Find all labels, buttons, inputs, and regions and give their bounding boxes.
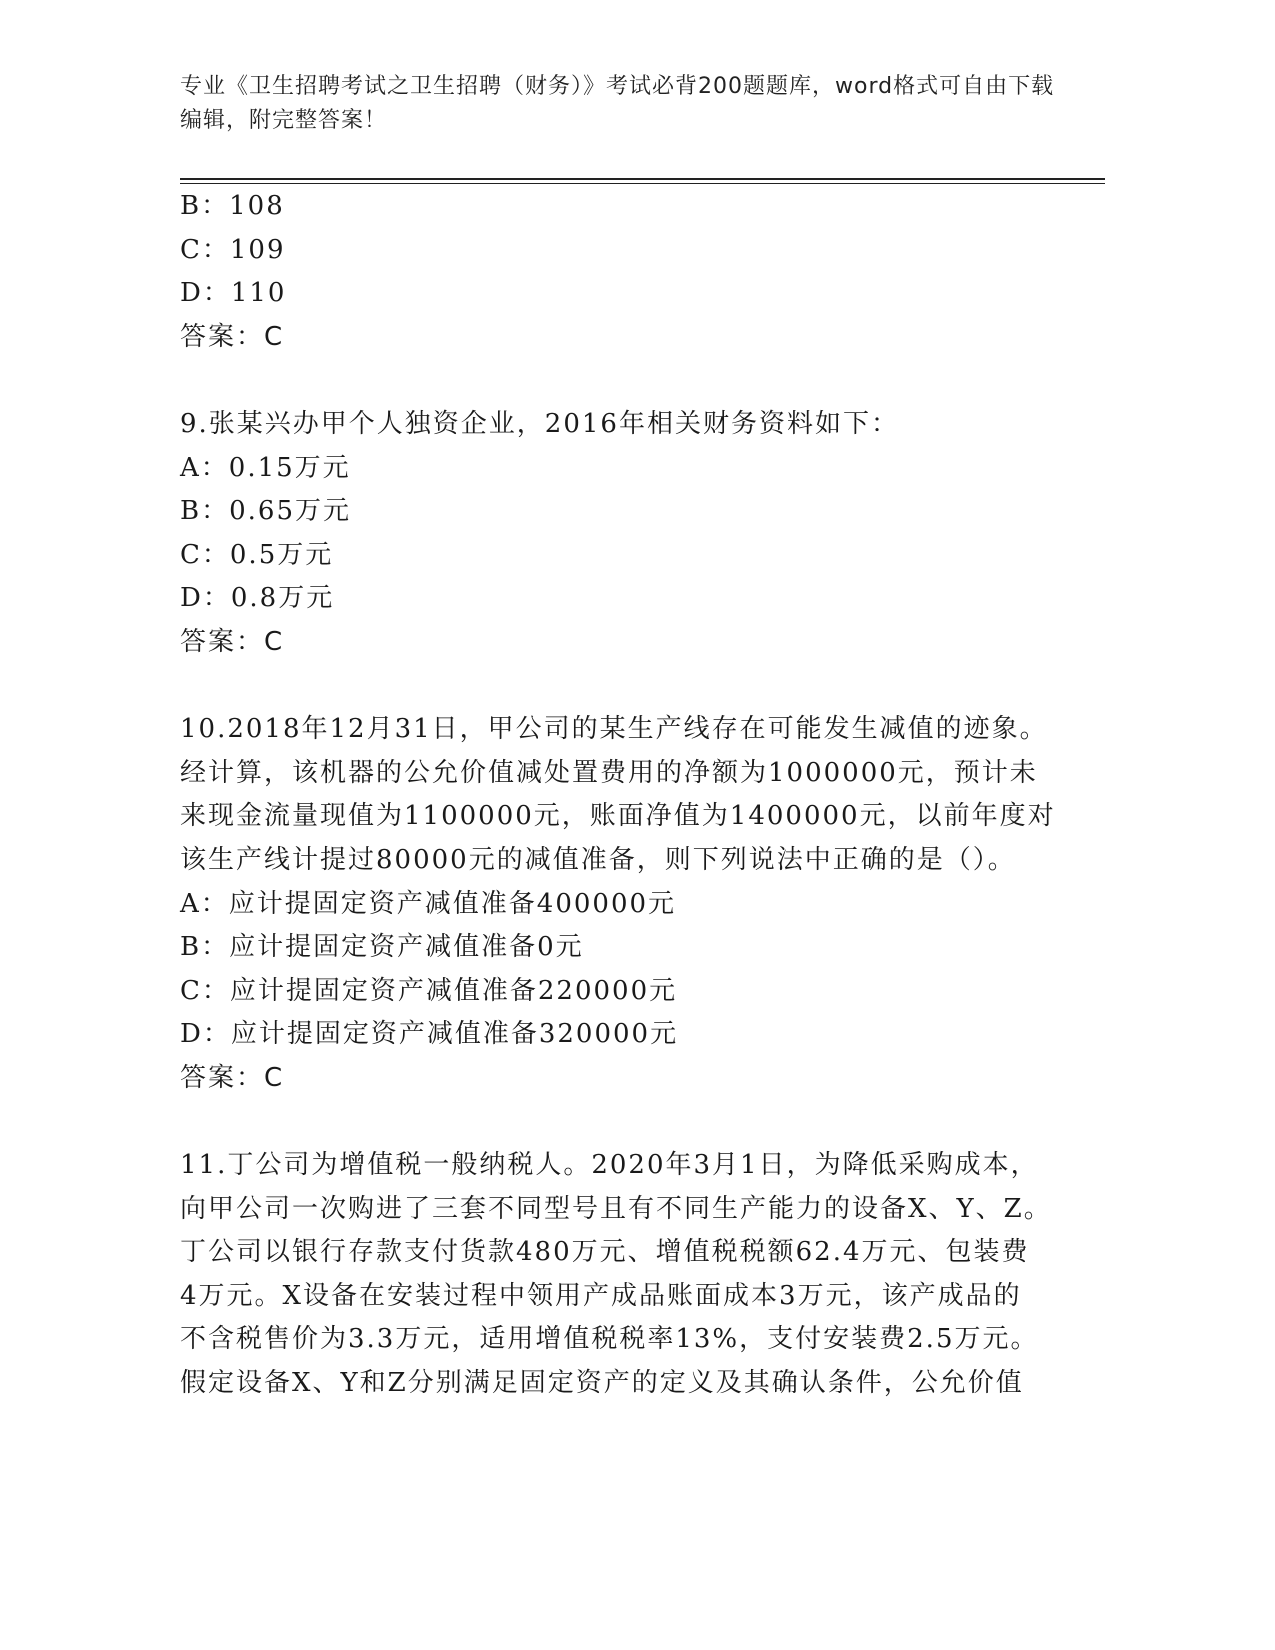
question-stem-line: 向甲公司一次购进了三套不同型号且有不同生产能力的设备X、Y、Z。 xyxy=(180,1193,1052,1224)
option-b: B：0.65万元 xyxy=(180,496,351,527)
answer-line: 答案：C xyxy=(180,626,285,657)
spacer xyxy=(180,665,1050,709)
option-d: D：应计提固定资产减值准备320000元 xyxy=(180,1019,679,1050)
option-d: D：110 xyxy=(180,278,287,309)
option-c: C：109 xyxy=(180,234,286,265)
header-divider-thick xyxy=(180,178,1105,180)
question-stem-line: 11.丁公司为增值税一般纳税人。2020年3月1日，为降低采购成本， xyxy=(180,1150,1039,1181)
question-9 xyxy=(180,403,1050,665)
option-c: C：0.5万元 xyxy=(180,539,334,570)
question-stem-line: 丁公司以银行存款支付货款480万元、增值税税额62.4万元、包装费 xyxy=(180,1237,1030,1268)
question-11 xyxy=(180,1144,1050,1406)
spacer xyxy=(180,359,1050,403)
question-8 xyxy=(180,185,1050,359)
option-b: B：108 xyxy=(180,191,285,221)
question-stem-line: 不含税售价为3.3万元，适用增值税税率13%，支付安装费2.5万元。 xyxy=(180,1324,1039,1355)
question-content xyxy=(180,185,1056,1406)
question-stem-line: 经计算，该机器的公允价值减处置费用的净额为1000000元，预计未 xyxy=(180,757,1038,788)
page-header: 专业《卫生招聘考试之卫生招聘（财务）》考试必背200题题库，word格式可自由下载编辑，附完整答案！ xyxy=(180,74,1055,133)
option-a: A：0.15万元 xyxy=(180,452,351,483)
question-stem-line: 来现金流量现值为1100000元，账面净值为1400000元，以前年度对 xyxy=(180,801,1056,832)
question-stem-line: 10.2018年12月31日，甲公司的某生产线存在可能发生减值的迹象。 xyxy=(180,714,1048,745)
answer-line: 答案：C xyxy=(180,1062,285,1093)
option-c: C：应计提固定资产减值准备220000元 xyxy=(180,975,678,1006)
header-divider-thin xyxy=(180,183,1105,184)
option-b: B：应计提固定资产减值准备0元 xyxy=(180,932,584,963)
question-stem-line: 4万元。X设备在安装过程中领用产成品账面成本3万元，该产成品的 xyxy=(180,1280,1022,1311)
answer-line: 答案：C xyxy=(180,321,285,352)
question-stem-line: 该生产线计提过80000元的减值准备，则下列说法中正确的是（）。 xyxy=(180,844,1016,875)
option-d: D：0.8万元 xyxy=(180,583,335,614)
option-a: A：应计提固定资产减值准备400000元 xyxy=(180,888,677,919)
question-stem-line: 假定设备X、Y和Z分别满足固定资产的定义及其确认条件，公允价值 xyxy=(180,1368,1024,1399)
question-stem: 9.张某兴办甲个人独资企业，2016年相关财务资料如下： xyxy=(180,408,899,439)
spacer xyxy=(180,1100,1050,1144)
question-10 xyxy=(180,708,1056,1100)
